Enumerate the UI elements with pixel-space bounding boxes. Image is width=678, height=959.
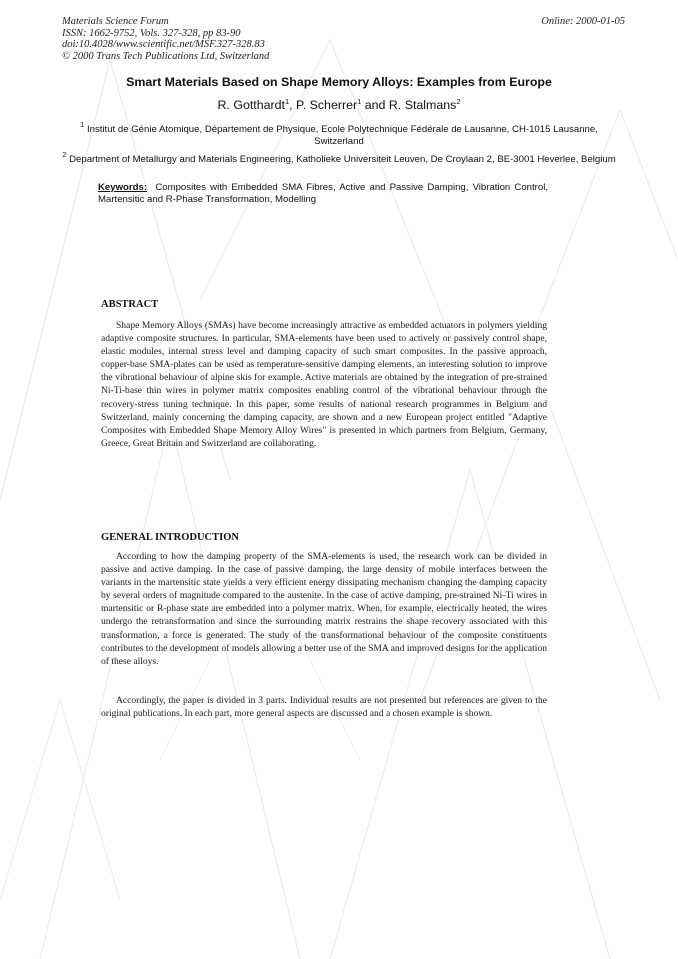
- affiliation-number: 1: [80, 120, 85, 129]
- author-list: [62, 97, 616, 112]
- author-affiliation-mark: 1: [284, 97, 290, 106]
- affiliation-number: 2: [62, 150, 67, 159]
- author-name: R. Gotthardt: [217, 98, 285, 112]
- keywords-label: Keywords:: [98, 182, 148, 193]
- copyright-line: © 2000 Trans Tech Publications Ltd, Switzerland: [62, 50, 270, 62]
- issn-line: ISSN: 1662-9752, Vols. 327-328, pp 83-90: [62, 27, 241, 39]
- affiliation-text: Department of Metallurgy and Materials Engineering, Katholieke Universiteit Leuven, De Croylaan 2, BE-3001 Heverlee, Belgium: [69, 154, 616, 165]
- author-name: P. Scherrer: [296, 98, 358, 112]
- doi-line[interactable]: doi:10.4028/www.scientific.net/MSF.327-328.83: [62, 39, 265, 50]
- introduction-paragraph: Accordingly, the paper is divided in 3 parts. Individual results are not presented but references are given to the original publications. In each part, more general aspects are discussed and a chosen example is shown.: [101, 695, 547, 720]
- author-affiliation-mark: 2: [456, 97, 461, 106]
- author-affiliation-mark: 1: [357, 97, 362, 106]
- keywords-text: Composites with Embedded SMA Fibres, Active and Passive Damping, Vibration Control, Martensitic and R-Phase Transformation, Modelling: [98, 182, 548, 205]
- introduction-heading: GENERAL INTRODUCTION: [101, 532, 239, 543]
- paper-title: Smart Materials Based on Shape Memory Alloys: Examples from Europe: [126, 75, 552, 89]
- author-name: R. Stalmans: [388, 98, 457, 112]
- keywords-block: [98, 182, 548, 205]
- affiliation-text: Institut de Génie Atomique, Département de Physique, Ecole Polytechnique Fédérale de Lausanne, CH-1015 Lausanne, Switzerland: [86, 124, 598, 147]
- author-separator: ,: [289, 98, 297, 112]
- online-date: Online: 2000-01-05: [541, 16, 625, 27]
- abstract-heading: ABSTRACT: [101, 299, 159, 310]
- affiliation-2: [62, 149, 616, 166]
- introduction-paragraph: According to how the damping property of the SMA-elements is used, the research work can be divided in passive and active damping. In the case of passive damping, the large density of mobile interfaces between the variants in the martensitic state yields a very efficient energy dissipating mechanism changing the damping capacity by several orders of magnitude compared to the austenite. In the case of active damping, pre-strained Ni-Ti wires in martensitic or R-phase state are embedded into a polymer matrix. When, for example, electrically heated, the wires undergo the retransformation and since the surrounding matrix restrains the shape recovery associated with this transformation, a force is generated. The study of the transformational behaviour of the composite constituents contributes to the development of models allowing a better use of the SMA and improved designs for the application of these alloys.: [101, 551, 547, 667]
- journal-name: Materials Science Forum: [62, 16, 169, 27]
- abstract-paragraph: Shape Memory Alloys (SMAs) have become increasingly attractive as embedded actuators in polymers yielding adaptive composite structures. In particular, SMA-elements have been used to actively or passively control shape, elastic modules, internal stress level and damping capacity of such smart composites. In the passive approach, copper-base SMA-plates can be used as temperature-sensitive damping elements, an interesting solution to improve the vibrational behaviour of alpine skis for example. Active materials are obtained by the integration of pre-strained Ni-Ti-base thin wires in polymer matrix composites enabling control of the vibrational behaviour through the recovery-stress tuning technique. In this paper, some results of national research programmes in Belgium and Switzerland, mainly concerning the damping capacity, are shown and a new European project entitled "Adaptive Composites with Embedded Shape Memory Alloy Wires" is presented in which partners from Belgium, Germany, Greece, Great Britain and Switzerland are collaborating.: [101, 320, 547, 449]
- affiliation-1: [62, 119, 616, 147]
- journal-header: [62, 16, 269, 62]
- author-conjunction: and: [361, 98, 389, 112]
